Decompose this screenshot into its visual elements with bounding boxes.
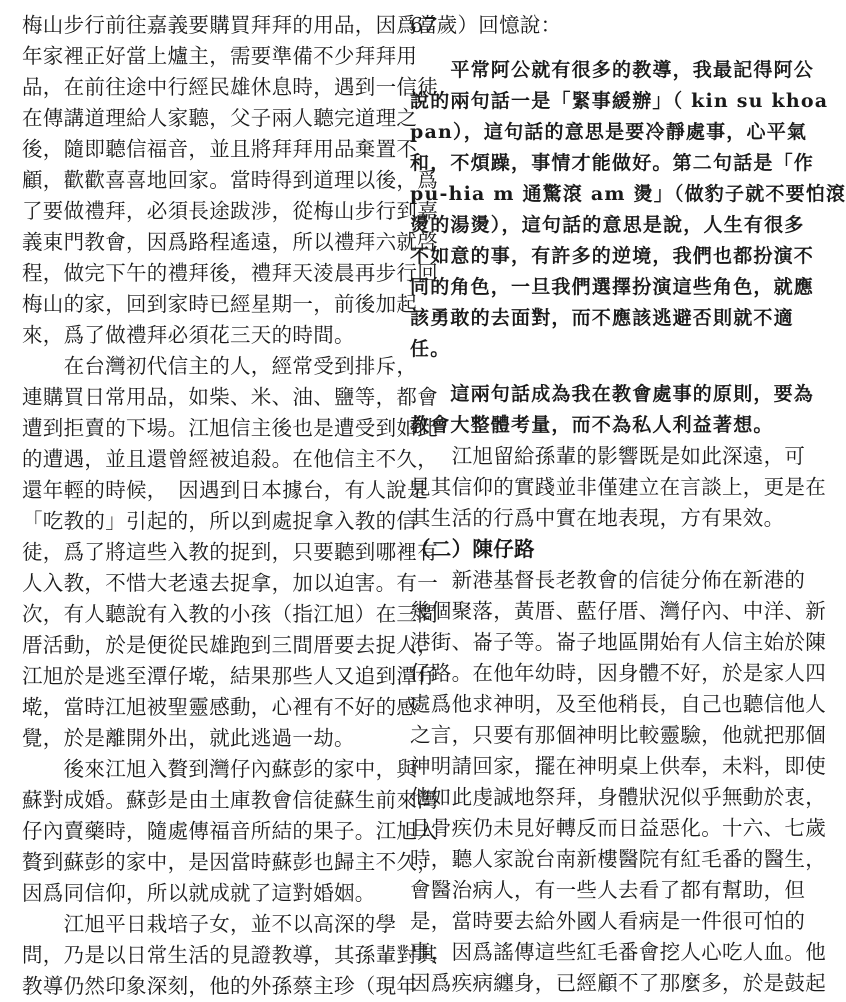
paragraph [410, 10, 782, 41]
text-line: 人入教，不惜大老遠去捉拿，加以迫害。有一 [22, 571, 438, 595]
text-line: 顧，歡歡喜喜地回家。當時得到道理以後，爲 [22, 168, 438, 192]
text-line: 梅山的家，回到家時已經星期一，前後加起 [22, 292, 418, 316]
paragraph [410, 441, 826, 534]
paragraph [22, 10, 438, 1002]
block-quote [410, 55, 846, 365]
text-line: 同的角色，一旦我們選擇扮演這些角色，就應 [410, 276, 815, 298]
text-line: 任。 [410, 338, 451, 360]
text-line: 程，做完下午的禮拜後，禮拜天淩晨再步行回 [22, 261, 438, 285]
text-line: （二）陳仔路 [410, 537, 535, 561]
text-line: 江旭留給孫輩的影響既是如此深遠，可 [410, 444, 806, 468]
text-line: 因爲同信仰，所以就成就了這對婚姻。 [22, 881, 376, 905]
text-line: 教導仍然印象深刻，他的外孫蔡主珍（現年 [22, 974, 418, 998]
text-line: 問，乃是以日常生活的見證教導，其孫輩對其 [22, 943, 438, 967]
text-line: 江旭於是逃至潭仔墘，結果那些人又追到潭仔 [22, 664, 438, 688]
text-line: 後，隨即聽信福音，並且將拜拜用品棄置不 [22, 137, 418, 161]
text-line: 說的兩句話一是「緊事緩辦」（ kin su khoa [410, 90, 829, 112]
text-line: 年家裡正好當上爐主，需要準備不少拜拜用 [22, 44, 418, 68]
text-line: 港街、崙子等。崙子地區開始有人信主始於陳 [410, 630, 826, 654]
text-line: 處爲他求神明，及至他稍長，自己也聽信他人 [410, 692, 826, 716]
text-line: 梅山步行前往嘉義要購買拜拜的用品，因爲當 [22, 13, 438, 37]
right-column [410, 10, 846, 999]
text-line: 遭到拒賣的下場。江旭信主後也是遭受到如此 [22, 416, 438, 440]
text-line: 因爲疾病纏身，已經顧不了那麼多，於是鼓起 [410, 971, 826, 995]
text-line: 會醫治病人，有一些人去看了都有幫助，但 [410, 878, 806, 902]
text-line: 之言，只要有那個神明比較靈驗，他就把那個 [410, 723, 826, 747]
text-line: 教會大整體考量，而不為私人利益著想。 [410, 414, 774, 436]
left-column [22, 10, 438, 1002]
text-line: 後來江旭入贅到灣仔內蘇彭的家中，與 [22, 757, 418, 781]
text-line: 了要做禮拜，必須長途跋涉，從梅山步行到嘉 [22, 199, 438, 223]
text-line: pu-hia m 通驚滾 am 燙」（做豹子就不要怕滾 [410, 183, 846, 205]
text-line: 來，爲了做禮拜必須花三天的時間。 [22, 323, 355, 347]
text-line: 江旭平日栽培子女，並不以高深的學 [22, 912, 397, 936]
text-line: 新港基督長老教會的信徒分佈在新港的 [410, 568, 806, 592]
text-line: 還年輕的時候， 因遇到日本據台，有人說是 [22, 478, 428, 502]
text-line: 仔內賣藥時，隨處傳福音所結的果子。江旭入 [22, 819, 438, 843]
text-line: 連購買日常用品，如柴、米、油、鹽等，都會 [22, 385, 438, 409]
text-line: 該勇敢的去面對，而不應該逃避否則就不適 [410, 307, 794, 329]
text-line: 67歲）回憶說： [410, 13, 562, 37]
text-line: 的遭遇，並且還曾經被追殺。在他信主不久， [22, 447, 438, 471]
text-line: 徒，爲了將這些入教的捉到，只要聽到哪裡有 [22, 540, 438, 564]
text-line: 品，在前往途中行經民雄休息時，遇到一信徒 [22, 75, 438, 99]
text-line: 義東門教會，因爲路程遙遠，所以禮拜六就啓 [22, 230, 438, 254]
text-line: 「吃教的」引起的，所以到處捉拿入教的信 [22, 509, 418, 533]
paragraph [410, 565, 826, 999]
text-line: 燙的湯燙），這句話的意思是說，人生有很多 [410, 214, 805, 236]
text-line: 時，聽人家說台南新樓醫院有紅毛番的醫生， [410, 847, 826, 871]
text-line: 見其信仰的實踐並非僅建立在言談上，更是在 [410, 475, 826, 499]
text-line: 仔路。在他年幼時，因身體不好，於是家人四 [410, 661, 826, 685]
text-line: 在傳講道理給人家聽，父子兩人聽完道理之 [22, 106, 418, 130]
text-line: 和，不煩躁，事情才能做好。第二句話是「作 [410, 152, 815, 174]
text-line: 幾個聚落，黃厝、藍仔厝、灣仔內、中洋、新 [410, 599, 826, 623]
text-line: 不如意的事，有許多的逆境，我們也都扮演不 [410, 245, 815, 267]
text-line: 其生活的行爲中實在地表現，方有果效。 [410, 506, 785, 530]
text-line: 神明請回家，擺在神明桌上供奉，未料，即使 [410, 754, 826, 778]
text-line: pan），這句話的意思是要冷靜處事，心平氣 [410, 121, 808, 143]
block-quote [410, 379, 815, 441]
section-heading [410, 534, 782, 565]
text-line: 在台灣初代信主的人，經常受到排斥， [22, 354, 418, 378]
text-line: 贅到蘇彭的家中，是因當時蘇彭也歸主不久， [22, 850, 438, 874]
text-line: 事，因爲謠傳這些紅毛番會挖人心吃人血。他 [410, 940, 826, 964]
text-line: 蘇對成婚。蘇彭是由土庫教會信徒蘇生前來灣 [22, 788, 438, 812]
paragraph-gap [410, 41, 782, 55]
text-line: 且骨疾仍未見好轉反而日益惡化。十六、七歲 [410, 816, 826, 840]
text-line: 覺，於是離開外出，就此逃過一劫。 [22, 726, 355, 750]
text-line: 厝活動，於是便從民雄跑到三間厝要去捉人， [22, 633, 438, 657]
text-line: 次，有人聽說有入教的小孩（指江旭）在三間 [22, 602, 438, 626]
text-line: 是，當時要去給外國人看病是一件很可怕的 [410, 909, 806, 933]
paragraph-gap [410, 365, 782, 379]
text-line: 平常阿公就有很多的教導，我最記得阿公 [410, 59, 815, 81]
text-line: 這兩句話成為我在教會處事的原則，要為 [410, 383, 815, 405]
text-line: 他如此虔誠地祭拜，身體狀況似乎無動於衷， [410, 785, 826, 809]
text-line: 墘，當時江旭被聖靈感動，心裡有不好的感 [22, 695, 418, 719]
